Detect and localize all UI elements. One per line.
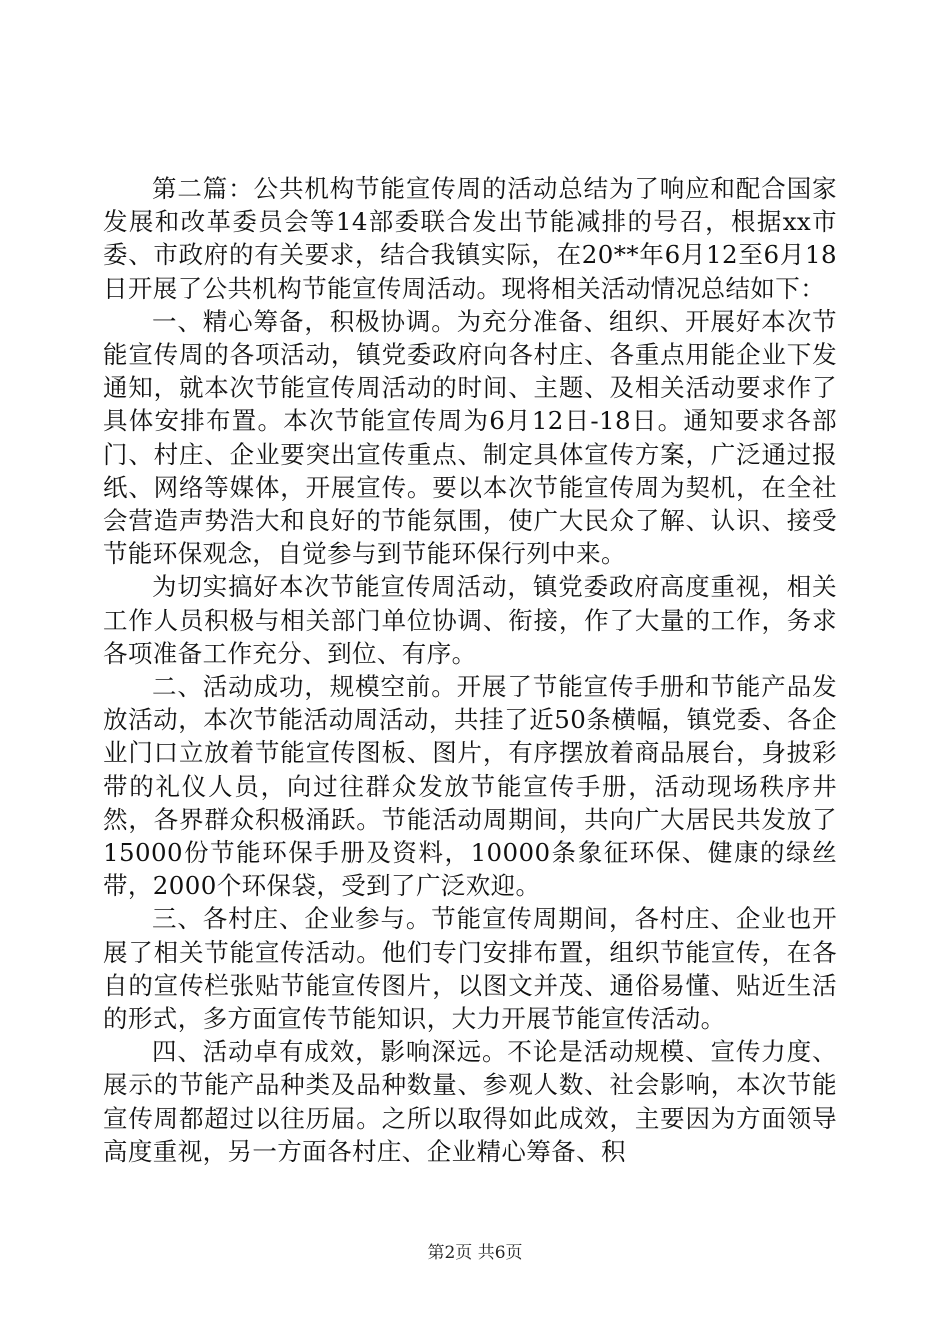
paragraph-section-1-cont: 为切实搞好本次节能宣传周活动，镇党委政府高度重视，相关工作人员积极与相关部门单位协调、衔接，作了大量的工作，务求各项准备工作充分、到位、有序。 — [103, 572, 837, 668]
paragraph-intro: 第二篇：公共机构节能宣传周的活动总结为了响应和配合国家发展和改革委员会等14部委联合发出节能减排的号召，根据xx市委、市政府的有关要求，结合我镇实际，在20**年6月12至6月18日开展了公共机构节能宣传周活动。现将相关活动情况总结如下： — [103, 174, 837, 303]
paragraph-section-1: 一、精心筹备，积极协调。为充分准备、组织、开展好本次节能宣传周的各项活动，镇党委政府向各村庄、各重点用能企业下发通知，就本次节能宣传周活动的时间、主题、及相关活动要求作了具体安排布置。本次节能宣传周为6月12日-18日。通知要求各部门、村庄、企业要突出宣传重点、制定具体宣传方案，广泛通过报纸、网络等媒体，开展宣传。要以本次节能宣传周为契机，在全社会营造声势浩大和良好的节能氛围，使广大民众了解、认识、接受节能环保观念，自觉参与到节能环保行列中来。 — [103, 306, 837, 569]
page-footer: 第2页 共6页 — [427, 1243, 523, 1263]
document-body — [103, 172, 837, 1168]
paragraph-section-4: 四、活动卓有成效，影响深远。不论是活动规模、宣传力度、展示的节能产品种类及品种数量、参观人数、社会影响，本次节能宣传周都超过以往历届。之所以取得如此成效，主要因为方面领导高度重视，另一方面各村庄、企业精心筹备、积 — [103, 1037, 837, 1166]
paragraph-section-2: 二、活动成功，规模空前。开展了节能宣传手册和节能产品发放活动，本次节能活动周活动，共挂了近50条横幅，镇党委、各企业门口立放着节能宣传图板、图片，有序摆放着商品展台，身披彩带的礼仪人员，向过往群众发放节能宣传手册，活动现场秩序井然，各界群众积极涌跃。节能活动周期间，共向广大居民共发放了15000份节能环保手册及资料，10000条象征环保、健康的绿丝带，2000个环保袋，受到了广泛欢迎。 — [103, 672, 837, 901]
paragraph-section-3: 三、各村庄、企业参与。节能宣传周期间，各村庄、企业也开展了相关节能宣传活动。他们专门安排布置，组织节能宣传，在各自的宣传栏张贴节能宣传图片，以图文并茂、通俗易懂、贴近生活的形式，多方面宣传节能知识，大力开展节能宣传活动。 — [103, 904, 837, 1034]
